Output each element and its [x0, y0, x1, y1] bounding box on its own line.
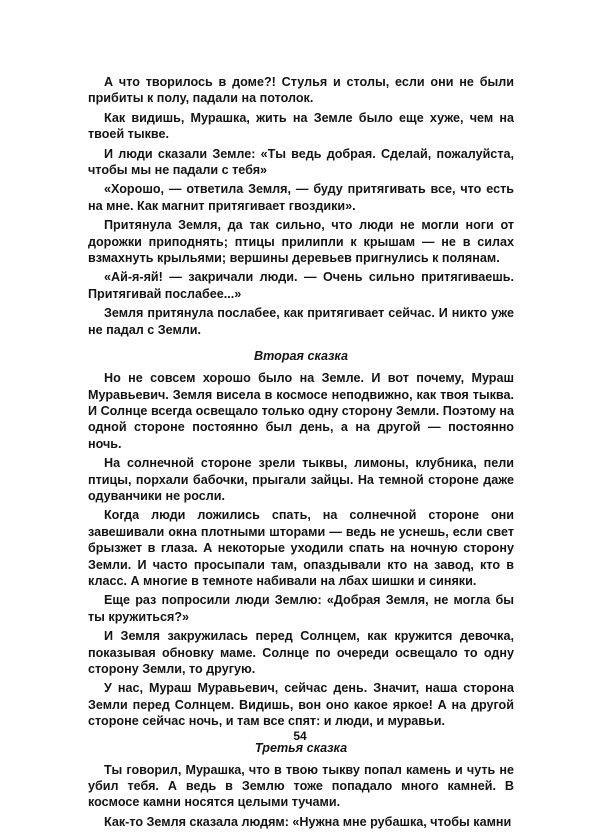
paragraph: На солнечной стороне зрели тыквы, лимоны, клубника, пели птицы, порхали бабочки, прыгали зайцы. На темной стороне даже одуванчики не росли. — [88, 456, 514, 503]
paragraph: Но не совсем хорошо было на Земле. И вот почему, Мураш Муравьевич. Земля висела в космосе неподвижно, как твоя тыква. И Солнце всегда освещало только одну сторону Земли. Поэтому на одной стороне постоянно был день, а на другой — постоянно ночь. — [88, 371, 514, 451]
paragraph: Ты говорил, Мурашка, что в твою тыкву попал камень и чуть не убил тебя. А ведь в Землю тоже попадало много камней. В космосе камни носятся целыми тучами. — [88, 762, 514, 810]
paragraph: И люди сказали Земле: «Ты ведь добрая. Сделай, пожалуйста, чтобы мы не падали с тебя» — [88, 146, 514, 178]
paragraph: «Ай-я-яй! — закричали люди. — Очень сильно притягиваешь. Притягивай послабее...» — [88, 270, 514, 301]
section-heading-third-tale: Третья сказка — [254, 740, 348, 755]
section-heading-second-tale: Вторая сказка — [254, 349, 348, 364]
paragraph: У нас, Мураш Муравьевич, сейчас день. Значит, наша сторона Земли перед Солнцем. Видишь, вон оно какое яркое! А на другой стороне сейчас ночь, и там все спят: и люди, и муравьи. — [88, 681, 514, 729]
paragraph: Еще раз попросили люди Землю: «Добрая Земля, не могла бы ты кружиться?» — [88, 593, 514, 624]
paragraph: Когда люди ложились спать, на солнечной стороне они завешивали окна плотными шторами — ведь не уснешь, если свет брызжет в глаза. А некоторые уходили спать на ночную сторону Земли. И часто просыпали там, опаздывали кто на завод, кто в класс. А многие в темноте набивали на лбах шишки и синяки. — [88, 508, 514, 588]
paragraph: А что творилось в доме?! Стулья и столы, если они не были прибиты к полу, падали на потолок. — [88, 75, 514, 106]
paragraph: «Хорошо, — ответила Земля, — буду притягивать все, что есть на мне. Как магнит притягивает гвоздики». — [88, 182, 514, 213]
paragraph: Как-то Земля сказала людям: «Нужна мне рубашка, чтобы камни — [104, 814, 512, 829]
paragraph: Как видишь, Мурашка, жить на Земле было еще хуже, чем на твоей тыкве. — [88, 110, 514, 142]
paragraph: Притянула Земля, да так сильно, что люди не могли ноги от дорожки приподнять; птицы прилипли к крышам — не в силах взмахнуть крыльями; вершины деревьев пригнулись к полянам. — [88, 218, 514, 266]
page-number: 54 — [293, 729, 307, 743]
paragraph: И Земля закружилась перед Солнцем, как кружится девочка, показывая обновку маме. Солнце по очереди освещало то одну сторону Земли, то другую. — [88, 629, 514, 676]
text-column — [88, 74, 514, 833]
paragraph: Земля притянула послабее, как притягивает сейчас. И никто уже не падал с Земли. — [88, 306, 514, 337]
